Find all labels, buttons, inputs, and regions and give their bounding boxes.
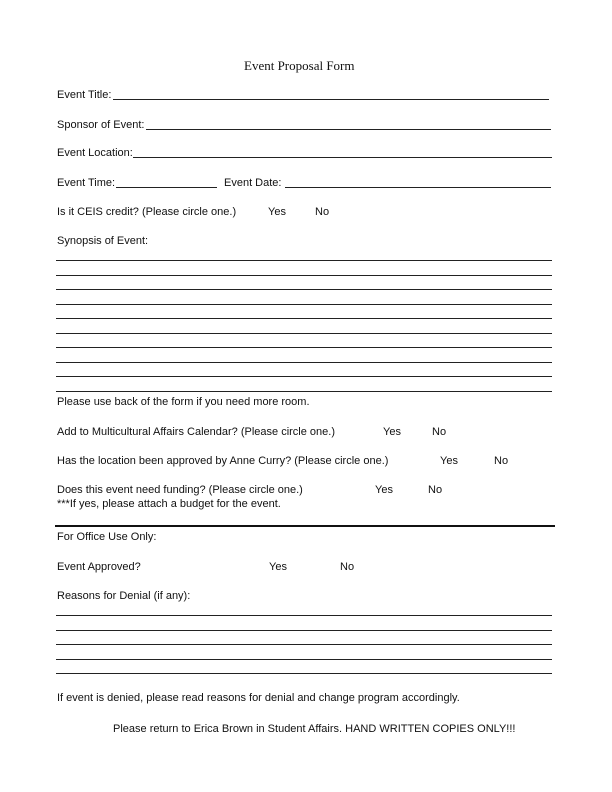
funding-yes-option[interactable]: Yes (375, 484, 393, 496)
event-title-field[interactable] (113, 99, 549, 100)
denial-line[interactable] (56, 659, 552, 660)
synopsis-line[interactable] (56, 318, 552, 319)
ceis-yes-option[interactable]: Yes (268, 206, 286, 218)
synopsis-line[interactable] (56, 347, 552, 348)
sponsor-label: Sponsor of Event: (57, 119, 145, 131)
funding-budget-note: ***If yes, please attach a budget for the event. (57, 498, 281, 510)
denied-note: If event is denied, please read reasons for denial and change program accordingly. (57, 692, 460, 704)
event-title-label: Event Title: (57, 89, 112, 101)
form-title: Event Proposal Form (244, 58, 355, 73)
synopsis-label: Synopsis of Event: (57, 235, 149, 247)
synopsis-line[interactable] (56, 376, 552, 377)
location-approved-question: Has the location been approved by Anne Curry? (Please circle one.) (57, 455, 389, 467)
ceis-no-option[interactable]: No (315, 206, 330, 218)
synopsis-line[interactable] (56, 333, 552, 334)
office-heading: For Office Use Only: (57, 531, 157, 543)
time-label: Event Time: (57, 177, 116, 189)
calendar-yes-option[interactable]: Yes (383, 426, 401, 438)
time-field[interactable] (116, 187, 217, 188)
date-label: Event Date: (224, 177, 282, 189)
office-divider (55, 525, 555, 527)
ceis-question: Is it CEIS credit? (Please circle one.) (57, 206, 237, 218)
location-field[interactable] (133, 157, 552, 158)
synopsis-line[interactable] (56, 289, 552, 290)
denial-line[interactable] (56, 644, 552, 645)
synopsis-line[interactable] (56, 362, 552, 363)
synopsis-line[interactable] (56, 260, 552, 261)
denial-line[interactable] (56, 673, 552, 674)
funding-question: Does this event need funding? (Please circle one.) (57, 484, 303, 496)
approved-question: Event Approved? (57, 561, 141, 573)
denial-label: Reasons for Denial (if any): (57, 590, 191, 602)
calendar-no-option[interactable]: No (432, 426, 447, 438)
funding-no-option[interactable]: No (428, 484, 443, 496)
synopsis-line[interactable] (56, 391, 552, 392)
denial-line[interactable] (56, 630, 552, 631)
synopsis-line[interactable] (56, 275, 552, 276)
return-note: Please return to Erica Brown in Student Affairs. HAND WRITTEN COPIES ONLY!!! (113, 723, 516, 735)
location-label: Event Location: (57, 147, 133, 159)
date-field[interactable] (285, 187, 551, 188)
location-approved-yes-option[interactable]: Yes (440, 455, 458, 467)
calendar-question: Add to Multicultural Affairs Calendar? (Please circle one.) (57, 426, 335, 438)
location-approved-no-option[interactable]: No (494, 455, 509, 467)
denial-line[interactable] (56, 615, 552, 616)
approved-no-option[interactable]: No (340, 561, 355, 573)
sponsor-field[interactable] (146, 129, 551, 130)
synopsis-line[interactable] (56, 304, 552, 305)
back-note: Please use back of the form if you need more room. (57, 396, 310, 408)
approved-yes-option[interactable]: Yes (269, 561, 287, 573)
